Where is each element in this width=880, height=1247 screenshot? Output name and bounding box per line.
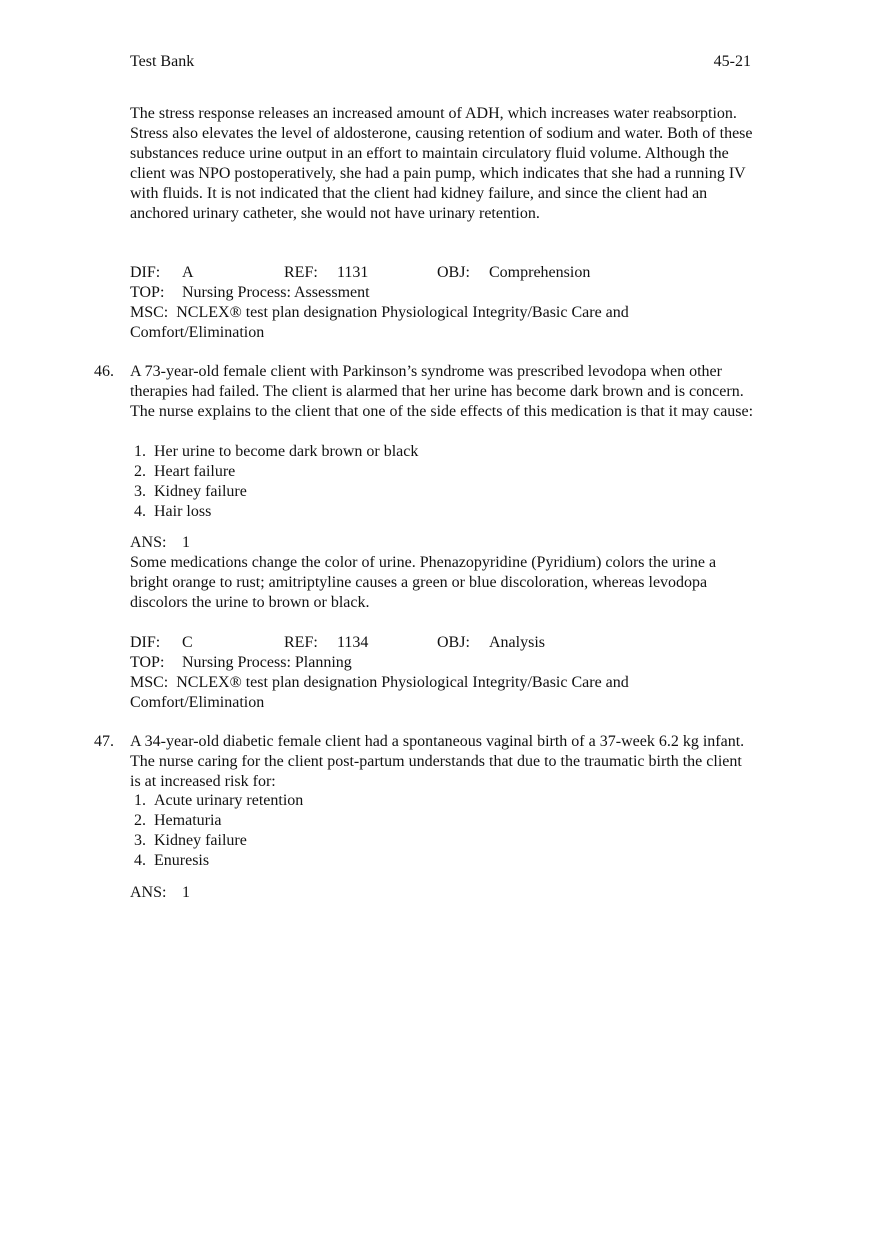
answer-label: ANS: (130, 884, 167, 901)
option-47-1: 1. Acute urinary retention (134, 792, 304, 809)
options-list-46 (130, 442, 730, 522)
dif-value: C (182, 634, 193, 651)
question-number-47: 47. (94, 733, 114, 750)
msc-block (130, 303, 755, 343)
top-value: Nursing Process: Assessment (182, 284, 370, 301)
option-47-2: 2. Hematuria (134, 812, 222, 829)
question-number-46: 46. (94, 363, 114, 380)
question-metadata-46 (130, 633, 755, 713)
msc-label: MSC: (130, 674, 169, 691)
obj-label: OBJ: (437, 634, 470, 651)
dif-value: A (182, 264, 194, 281)
page-number: 45-21 (713, 53, 751, 70)
options-list-47 (130, 791, 730, 871)
top-label: TOP: (130, 284, 165, 301)
option-47-4: 4. Enuresis (134, 852, 210, 869)
ref-value: 1131 (337, 264, 369, 281)
option-46-4: 4. Hair loss (134, 503, 212, 520)
answer-47 (130, 883, 190, 903)
msc-value: NCLEX® test plan designation Physiological Integrity/Basic Care and Comfort/Elimination (130, 304, 629, 341)
question-stem-46: A 73-year-old female client with Parkinson’s syndrome was prescribed levodopa when other therapies had failed. The client is alarmed that her urine has become dark brown and is concern. The nurse explains to the client that one of the side effects of this medication is that it may cause: (130, 363, 754, 420)
obj-label: OBJ: (437, 264, 470, 281)
question-stem-47: A 34-year-old diabetic female client had a spontaneous vaginal birth of a 37-week 6.2 kg infant. The nurse caring for the client post-partum understands that due to the traumatic birth the client is at increased risk for: (130, 733, 745, 790)
option-47-3: 3. Kidney failure (134, 832, 247, 849)
top-value: Nursing Process: Planning (182, 654, 352, 671)
ref-label: REF: (284, 264, 318, 281)
prev-item-rationale: The stress response releases an increased amount of ADH, which increases water reabsorption. Stress also elevates the level of aldosterone, causing retention of sodium and water. Both of these substances reduce urine output in an effort to maintain circulatory fluid volume. Although the client was NPO postoperatively, she had a pain pump, which indicates that she had a running IV with fluids. It is not indicated that the client had kidney failure, and since the client had an anchored urinary catheter, she would not have urinary retention. (130, 105, 753, 222)
ref-label: REF: (284, 634, 318, 651)
answer-value: 1 (182, 534, 190, 551)
question-rationale-46: Some medications change the color of urine. Phenazopyridine (Pyridium) colors the urine a bright orange to rust; amitriptyline causes a green or blue discoloration, whereas levodopa discolors the urine to brown or black. (130, 554, 717, 611)
dif-label: DIF: (130, 264, 161, 281)
msc-block (130, 673, 755, 713)
answer-value: 1 (182, 884, 190, 901)
option-46-2: 2. Heart failure (134, 463, 236, 480)
msc-value: NCLEX® test plan designation Physiological Integrity/Basic Care and Comfort/Elimination (130, 674, 629, 711)
prev-item-metadata (130, 263, 755, 343)
msc-label: MSC: (130, 304, 169, 321)
answer-46 (130, 533, 190, 553)
top-label: TOP: (130, 654, 165, 671)
obj-value: Comprehension (489, 264, 591, 281)
running-header-title: Test Bank (130, 53, 195, 70)
obj-value: Analysis (489, 634, 545, 651)
option-46-1: 1. Her urine to become dark brown or black (134, 443, 419, 460)
answer-label: ANS: (130, 534, 167, 551)
dif-label: DIF: (130, 634, 161, 651)
option-46-3: 3. Kidney failure (134, 483, 247, 500)
ref-value: 1134 (337, 634, 369, 651)
